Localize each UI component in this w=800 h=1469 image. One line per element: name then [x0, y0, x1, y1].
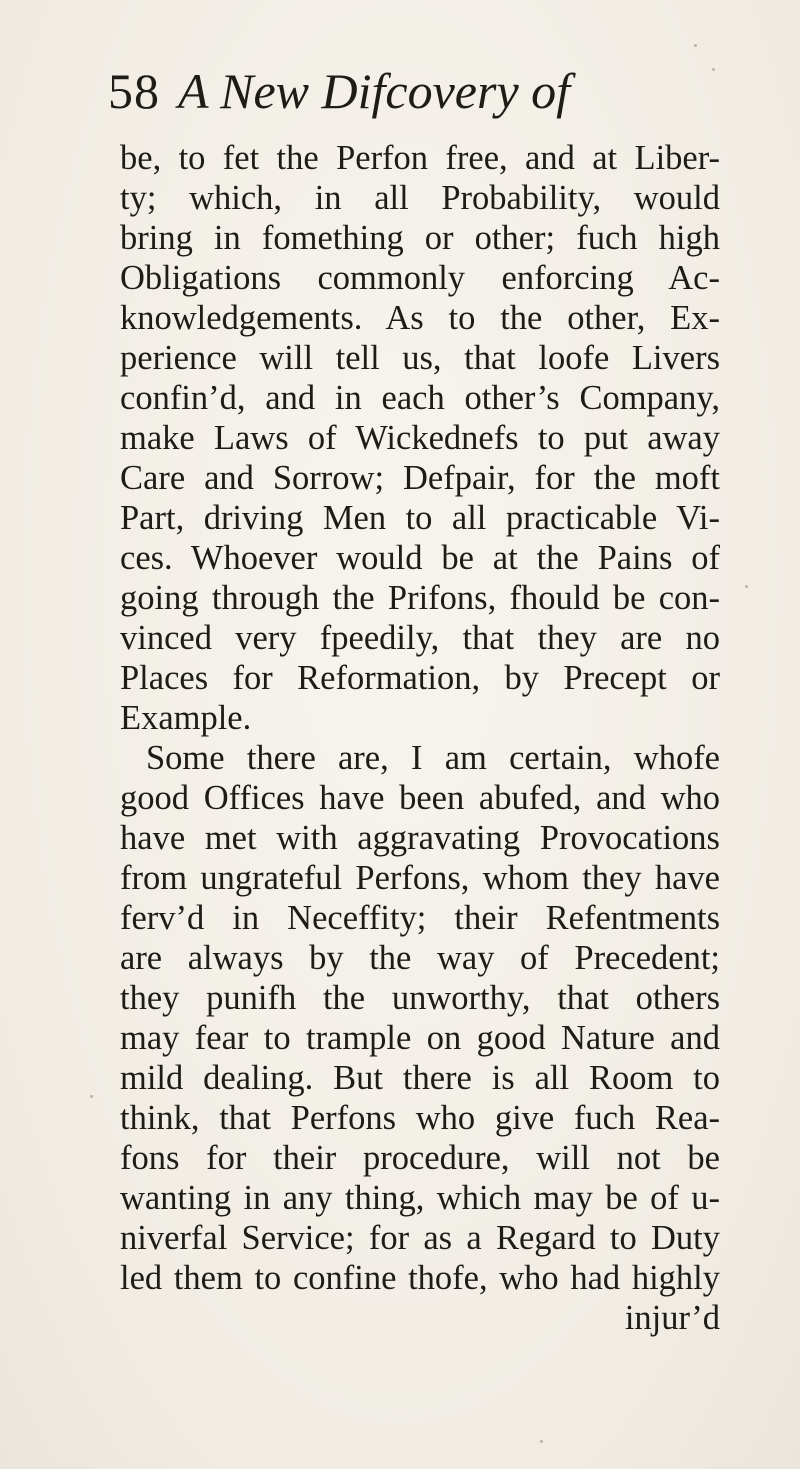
text-line: ferv’d in Neceffity; their Refentments — [120, 899, 720, 937]
text-line: led them to confine thofe, who had highly — [120, 1259, 720, 1297]
text-line: fons for their procedure, will not be — [120, 1139, 720, 1177]
text-line: ty; which, in all Probability, would — [120, 179, 720, 217]
text-line: Obligations commonly enforcing Ac- — [120, 259, 720, 297]
text-line: think, that Perfons who give fuch Rea- — [120, 1099, 720, 1137]
text-line: knowledgements. As to the other, Ex- — [120, 299, 720, 337]
page-header — [108, 62, 570, 132]
paper-speck — [90, 1095, 93, 1098]
text-line: they punifh the unworthy, that others — [120, 979, 720, 1017]
text-line: Example. — [120, 699, 252, 737]
text-line: mild dealing. But there is all Room to — [120, 1059, 720, 1097]
text-line: ces. Whoever would be at the Pains of — [120, 539, 720, 577]
text-line: vinced very fpeedily, that they are no — [120, 619, 720, 657]
text-line: going through the Prifons, fhould be con- — [120, 579, 720, 617]
text-line: wanting in any thing, which may be of u- — [120, 1179, 720, 1217]
page-number: 58 — [108, 63, 160, 119]
running-title: A New Difcovery of — [178, 63, 571, 119]
paper-speck — [540, 1440, 543, 1443]
text-line: are always by the way of Precedent; — [120, 939, 720, 977]
text-line: Care and Sorrow; Defpair, for the moft — [120, 459, 720, 497]
text-line: good Offices have been abufed, and who — [120, 779, 720, 817]
paper-speck — [712, 68, 715, 71]
text-line: Part, driving Men to all practicable Vi- — [120, 499, 720, 537]
text-line: have met with aggravating Provocations — [120, 819, 720, 857]
text-line: confin’d, and in each other’s Company, — [120, 379, 720, 417]
text-line: may fear to trample on good Nature and — [120, 1019, 720, 1057]
paper-speck — [745, 585, 748, 588]
text-line: niverfal Service; for as a Regard to Duty — [120, 1219, 720, 1257]
body-text — [120, 138, 720, 1338]
paragraph-start-line: Some there are, I am certain, whofe — [146, 739, 720, 777]
catchword: injur’d — [624, 1299, 720, 1337]
text-line: perience will tell us, that loofe Livers — [120, 339, 720, 377]
text-line: make Laws of Wickednefs to put away — [120, 419, 720, 457]
text-line: be, to fet the Perfon free, and at Liber- — [120, 139, 720, 177]
text-line: Places for Reformation, by Precept or — [120, 659, 720, 697]
text-line: from ungrateful Perfons, whom they have — [120, 859, 720, 897]
paper-speck — [694, 44, 697, 47]
text-line: bring in fomething or other; fuch high — [120, 219, 720, 257]
